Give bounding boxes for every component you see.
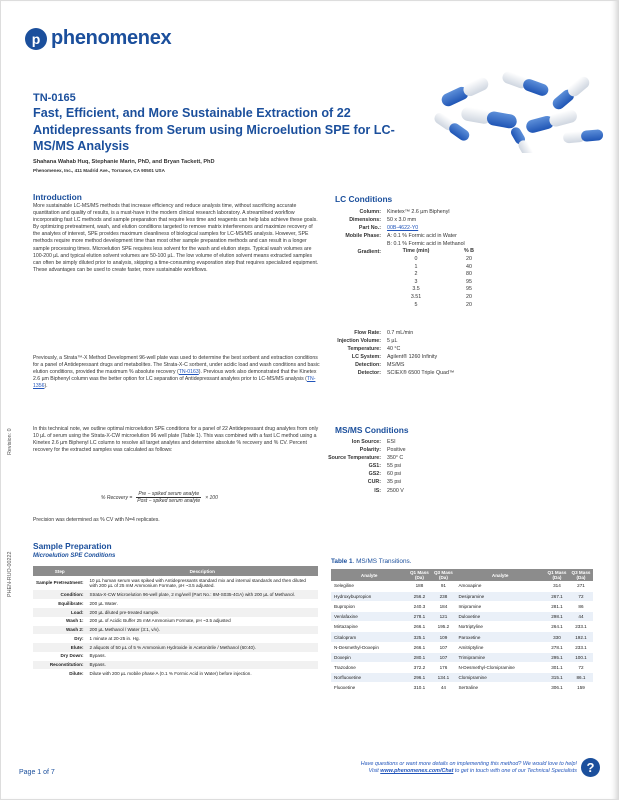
- q1-mass-cell: 298.1: [545, 612, 569, 622]
- document-title: Fast, Efficient, and More Sustainable Extraction of 22 Antidepressants from Serum using Microelution SPE for LC-MS/MS Analysis: [33, 106, 395, 153]
- msms-conditions-heading: MS/MS Conditions: [335, 425, 409, 435]
- tech-note-number: TN-0165: [33, 92, 76, 104]
- q3-mass-cell: 134.1: [431, 673, 455, 683]
- analyte-cell: Trimipramine: [455, 652, 545, 662]
- logo-mark-icon: p: [25, 28, 47, 50]
- q3-mass-cell: 44: [569, 612, 593, 622]
- spe-step-row: [33, 634, 318, 643]
- spe-step-description: 200 µL of Acidic Buffer 25 mM Ammonium Formate, pH ~3.5 adjusted: [89, 618, 231, 624]
- analyte-cell: N-Desmethyl-Doxepin: [331, 642, 407, 652]
- q3-mass-cell: 72: [569, 663, 593, 673]
- chat-link[interactable]: www.phenomenex.com/Chat: [380, 768, 454, 774]
- table-row: [331, 642, 593, 652]
- spe-step-row: [33, 576, 318, 590]
- q1-mass-cell: 256.2: [407, 591, 431, 601]
- spe-step-description: 200 µL Water.: [89, 600, 118, 606]
- table-row: [331, 683, 593, 693]
- intro-paragraph-1: More sustainable LC-MS/MS methods that increase efficiency and reduce analysis time, without sacrificing accurate quantitation and quality of results, is a must-have in the modern clinical research laboratory. A streamlined workflow incorporating fast LC methods and sample preparation that require less time and reagents can help labs achieve these goals. By optimizing pretreatment, wash, and elution conditions targeted to remove matrix interferences and maximize recovery of the analytes of interest, SPE provides maximum cleanliness of biological samples for LC-MS/MS analysis. However, SPE methods require more method development time than most other sample preparation methods and can result in a longer sample processing times. Microelution SPE requires less solvent for the wash and elution steps. Typical wash volumes are 100-200 µL and typical elution solvent volumes are 50-100 µL. The low volume of elution solvent means extracted samples can often be simply diluted prior to analysis, skipping a time-consuming evaporation step that requires specialized equipment. These advantages can be used to create faster, more sustainable workflows.: [33, 203, 319, 273]
- tn-0163-link[interactable]: TN-0163: [178, 369, 199, 376]
- analyte-cell: Desipramine: [455, 591, 545, 601]
- spe-step-row: [33, 617, 318, 626]
- q1-mass-cell: 296.1: [407, 673, 431, 683]
- spe-step-row: [33, 590, 318, 599]
- msms-condition-row: GS2: 60 psi: [368, 471, 402, 478]
- msms-condition-row: Ion Source: ESI: [351, 439, 396, 445]
- spe-step-row: [33, 608, 318, 617]
- spe-step-label: Elute:: [33, 643, 87, 652]
- analyte-cell: Mirtazapine: [331, 622, 407, 632]
- gradient-table: Time (min) % B 0 20 1 40 2 80 3 95 3.5 95 3.51 20 5 20: [387, 248, 493, 309]
- capsules-image: [431, 63, 606, 153]
- spe-step-row: [33, 661, 318, 670]
- gradient-row: 3 95: [414, 278, 472, 285]
- analyte-cell: Amoxapine: [455, 581, 545, 591]
- analyte-cell: Imipramine: [455, 601, 545, 611]
- spe-step-label: Wash 1:: [66, 618, 84, 624]
- q1-mass-cell: 267.1: [545, 591, 569, 601]
- table-row: [331, 663, 593, 673]
- intro-heading: Introduction: [33, 192, 82, 202]
- q1-mass-cell: 264.1: [545, 622, 569, 632]
- q3-mass-cell: 195.2: [431, 622, 455, 632]
- q1-mass-cell: 278.1: [545, 642, 569, 652]
- spe-step-description: 1 minute at 20-25 in. Hg.: [89, 635, 140, 641]
- sample-prep-heading: Sample Preparation: [33, 541, 112, 551]
- q3-mass-cell: 107: [431, 642, 455, 652]
- q3-mass-cell: 86.1: [569, 673, 593, 683]
- spe-step-label: Load:: [33, 608, 87, 617]
- q1-mass-cell: 330: [545, 632, 569, 642]
- analyte-cell: N-Desmethyl-Clomipramine: [455, 663, 545, 673]
- lc-conditions-list-2: Flow Rate: 0.7 mL/min Injection Volume: 5 µL Temperature: 40 °C LC System: Agilent® 1260 Infinity Detection: MS/MS Detector: SCIEX® 6500 Triple Quad™: [337, 330, 455, 377]
- q1-mass-cell: 240.3: [407, 601, 431, 611]
- spe-step-row: [33, 652, 318, 661]
- spe-step-row: [33, 669, 318, 678]
- spe-step-description: 2 aliquots of 50 µL of 5 % Ammonium Hydroxide in Acetonitrile / Methanol (60:40).: [87, 643, 319, 652]
- spe-step-label: Dilute:: [69, 671, 84, 676]
- q1-mass-cell: 315.1: [545, 673, 569, 683]
- doc-code-label: PHEN-RUO-00222: [7, 551, 13, 597]
- gradient-row: 1 40: [414, 263, 472, 270]
- intro-paragraph-3: In this technical note, we outline optimal microelution SPE conditions for a panel of 22 Antidepressant drug analytes from only 10 µL of serum using the Strata-X-CW microelution 96 well plate (Table 1). This was combined with a fast LC method using a Kinetex 2.6 µm Biphenyl LC column to resolve all target analytes and determine absolute % recovery and % CV. Percent recovery for the extracted samples was calculated as follows:: [33, 426, 319, 454]
- q1-mass-cell: 280.1: [407, 652, 431, 662]
- footer-help-text: Have questions or want more details on implementing this method? We would love to help! Visit www.phenomenex.com/Chat to get in touch with one of our Technical Specialists: [360, 761, 577, 774]
- spe-conditions-table: [33, 566, 318, 678]
- spe-step-label: Dry Down:: [60, 653, 84, 659]
- q3-mass-cell: 121: [431, 612, 455, 622]
- spe-step-description: 200 µL diluted pre-treated sample.: [87, 608, 319, 617]
- table-row: [331, 612, 593, 622]
- page-number: Page 1 of 7: [19, 769, 55, 776]
- spe-step-row: [33, 626, 318, 635]
- q3-mass-cell: 184: [431, 601, 455, 611]
- col-q3-2: Q3 Mass (Da): [569, 569, 593, 581]
- analyte-cell: Nortriptyline: [455, 622, 545, 632]
- analyte-cell: Amitriptyline: [455, 642, 545, 652]
- q3-mass-cell: 176: [431, 663, 455, 673]
- recovery-formula: % Recovery = Pre − spiked serum analyte Post − spiked serum analyte × 100: [101, 491, 218, 504]
- lc-conditions-heading: LC Conditions: [335, 194, 393, 204]
- spe-step-label: Dry:: [74, 635, 84, 641]
- q1-mass-cell: 188: [407, 581, 431, 591]
- spe-step-description: Dilute with 200 µL mobile phase A (0.1 % Formic Acid in Water) before injection.: [89, 671, 252, 676]
- table-row: [331, 591, 593, 601]
- table-row: [331, 622, 593, 632]
- q3-mass-cell: 159: [569, 683, 593, 693]
- revision-label: Revision: 0: [7, 428, 13, 455]
- table-row: [331, 601, 593, 611]
- analyte-cell: Paroxetine: [455, 632, 545, 642]
- table-row: [331, 581, 593, 591]
- q1-mass-cell: 301.1: [545, 663, 569, 673]
- spe-conditions-subheading: Microelution SPE Conditions: [33, 553, 116, 559]
- q3-mass-cell: 233.1: [569, 622, 593, 632]
- col-q1-2: Q1 Mass (Da): [545, 569, 569, 581]
- q3-mass-cell: 271: [569, 581, 593, 591]
- q1-mass-cell: 281.1: [545, 601, 569, 611]
- spe-step-label: Wash 2:: [33, 626, 87, 635]
- analyte-cell: Hydroxybupropion: [331, 591, 407, 601]
- msms-condition-row: IS: 2500 V: [374, 487, 404, 494]
- col-analyte-2: Analyte: [455, 569, 545, 581]
- gradient-row: 0 20: [414, 256, 472, 263]
- col-q3: Q3 Mass (Da): [431, 569, 455, 581]
- spe-step-label: Condition:: [33, 590, 87, 599]
- msms-condition-row: CUR: 35 psi: [367, 479, 402, 486]
- msms-condition-row: GS1: 55 psi: [368, 463, 402, 470]
- gradient-row: 5 20: [414, 301, 472, 308]
- q1-mass-cell: 306.1: [545, 683, 569, 693]
- lc-conditions-list: Column: Kinetex™ 2.6 µm Biphenyl Dimensions: 50 x 3.0 mm Part No.: 00B-4622-Y0 Mobile Phase: A: 0.1 % Formic acid in Water B: 0.1 % Formic acid in Methanol Gradient: Time (min) % B 0 20 1 40 2 80 3 95 3.5 95 3.51 20 5 20: [291, 208, 493, 309]
- spe-step-description: Bypass.: [87, 661, 319, 670]
- analyte-cell: Clomipramine: [455, 673, 545, 683]
- q3-mass-cell: 44: [431, 683, 455, 693]
- analyte-cell: Sertraline: [455, 683, 545, 693]
- gradient-row: 3.5 95: [412, 286, 472, 293]
- analyte-cell: Citalopram: [331, 632, 407, 642]
- spe-step-description: 10 µL human serum was spiked with Antidepressants standard mix and internal standards and then diluted with 200 µL of 25 mM Ammonium Formate, pH ~3.5 adjusted.: [89, 577, 306, 589]
- q1-mass-cell: 372.2: [407, 663, 431, 673]
- gradient-row: 2 80: [414, 271, 472, 278]
- company-logo[interactable]: [25, 27, 171, 50]
- table1-caption: Table 1. MS/MS Transitions.: [331, 558, 412, 565]
- msms-conditions-list: [291, 438, 406, 495]
- q3-mass-cell: 238: [431, 591, 455, 601]
- msms-condition-row: Polarity: Positive: [359, 447, 406, 454]
- analyte-cell: Trazodone: [331, 663, 407, 673]
- q3-mass-cell: 107: [431, 652, 455, 662]
- col-description: Description: [87, 566, 319, 576]
- analyte-cell: Norfluoxetine: [331, 673, 407, 683]
- spe-step-description: Strata-X-CW Microelution 96-well plate, 2 mg/well (Part No.: 8M-S035-4GA) with 200 µL of Methanol.: [87, 590, 319, 599]
- table-row: [331, 632, 593, 642]
- analyte-cell: Selegiline: [331, 581, 407, 591]
- help-icon[interactable]: ?: [581, 758, 600, 777]
- tn-1356-link[interactable]: TN-1356: [33, 376, 316, 390]
- q1-mass-cell: 310.1: [407, 683, 431, 693]
- q3-mass-cell: 109: [431, 632, 455, 642]
- spe-step-row: [33, 599, 318, 608]
- q3-mass-cell: 100.1: [569, 652, 593, 662]
- q1-mass-cell: 278.1: [407, 612, 431, 622]
- spe-step-label: Equilibrate:: [58, 600, 84, 606]
- col-q1: Q1 Mass (Da): [407, 569, 431, 581]
- spe-step-label: Reconstitution:: [33, 661, 87, 670]
- q1-mass-cell: 314: [545, 581, 569, 591]
- part-number-link[interactable]: 00B-4622-Y0: [387, 225, 419, 232]
- analyte-cell: Venlafaxine: [331, 612, 407, 622]
- spe-step-row: [33, 643, 318, 652]
- spe-step-description: Bypass.: [89, 653, 106, 659]
- intro-paragraph-4: Precision was determined as % CV with N=4 replicates.: [33, 517, 160, 523]
- col-step: Step: [33, 566, 87, 576]
- q1-mass-cell: 266.1: [407, 642, 431, 652]
- table-row: [331, 652, 593, 662]
- address: Phenomenex, Inc., 411 Madrid Ave., Torrance, CA 90501 USA: [33, 168, 165, 173]
- msms-condition-row: Source Temperature: 350° C: [328, 455, 404, 462]
- spe-step-label: Sample Pretreatment:: [36, 580, 84, 586]
- q3-mass-cell: 233.1: [569, 642, 593, 652]
- authors: Shahana Wahab Huq, Stephanie Marin, PhD, and Bryan Tackett, PhD: [33, 159, 215, 165]
- col-analyte: Analyte: [331, 569, 407, 581]
- table-row: [331, 673, 593, 683]
- gradient-row: 3.51 20: [410, 294, 472, 301]
- analyte-cell: Fluoxetine: [331, 683, 407, 693]
- logo-text: phenomenex: [51, 27, 172, 49]
- q1-mass-cell: 295.1: [545, 652, 569, 662]
- q3-mass-cell: 192.1: [569, 632, 593, 642]
- analyte-cell: Doxepin: [331, 652, 407, 662]
- q3-mass-cell: 86: [569, 601, 593, 611]
- intro-paragraph-2: Previously, a Strata™-X Method Development 96-well plate was used to determine the best sorbent and extraction conditions for a panel of Antidepressant drugs and metabolites. The Strata-X-C sorbent, under acidic load and wash conditions and basic elution conditions, provided the maximum % absolute recovery (TN-0163). Previous work also demonstrated that the Kinetex 2.6 µm Biphenyl column was the better option for LC separation of Antidepressant analytes prior to LC-MS/MS analysis (TN-1356).: [33, 355, 320, 390]
- q3-mass-cell: 72: [569, 591, 593, 601]
- analyte-cell: Bupropion: [331, 601, 407, 611]
- q1-mass-cell: 325.1: [407, 632, 431, 642]
- q1-mass-cell: 266.1: [407, 622, 431, 632]
- msms-transitions-table: [331, 569, 593, 694]
- spe-step-description: 200 µL Methanol / Water (3:1, v/v).: [87, 626, 319, 635]
- q3-mass-cell: 91: [431, 581, 455, 591]
- analyte-cell: Duloxetine: [455, 612, 545, 622]
